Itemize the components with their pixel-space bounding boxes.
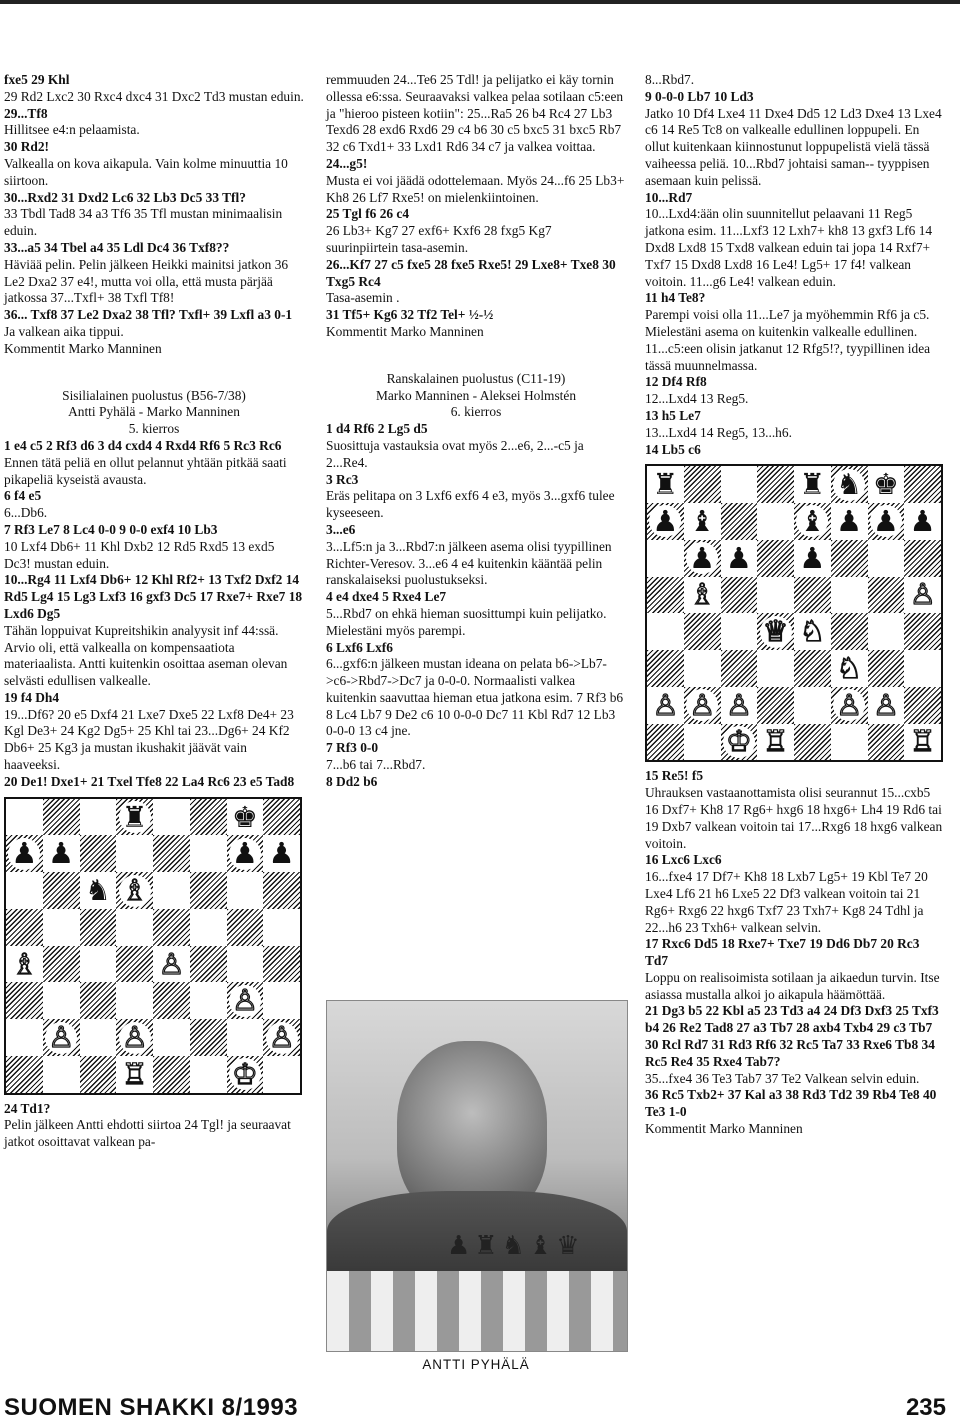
- board-square: [190, 872, 227, 909]
- board-square: [904, 540, 941, 577]
- board-square: [794, 540, 831, 577]
- board-square: [868, 540, 905, 577]
- chess-piece-icon: ♖: [121, 1056, 148, 1091]
- board-square: [831, 540, 868, 577]
- board-square: [794, 724, 831, 761]
- board-square: [153, 1056, 190, 1093]
- move-line: 1 e4 c5 2 Rf3 d6 3 d4 cxd4 4 Rxd4 Rf6 5 Rc3 Rc6: [4, 437, 282, 453]
- commentary-text: 7...b6 tai 7...Rbd7.: [326, 757, 426, 773]
- chess-piece-icon: ♙: [119, 1022, 151, 1054]
- board-square: [904, 724, 941, 761]
- board-square: [794, 577, 831, 614]
- board-square: [80, 946, 117, 983]
- board-square: [647, 577, 684, 614]
- chess-piece-icon: ♙: [266, 1022, 298, 1054]
- board-square: [647, 540, 684, 577]
- spacer: [4, 358, 304, 388]
- board-square: [263, 1056, 300, 1093]
- board-square: [227, 982, 264, 1019]
- chess-piece-icon: ♙: [833, 689, 865, 721]
- board-square: [6, 982, 43, 1019]
- board-square: [721, 577, 758, 614]
- chess-piece-icon: ♙: [158, 946, 185, 981]
- board-square: [6, 1056, 43, 1093]
- chess-piece-icon: ♙: [872, 687, 899, 722]
- commentary-text: 12...Lxd4 13 Reg5.: [645, 391, 749, 407]
- board-square: [757, 613, 794, 650]
- chess-diagram: [645, 464, 943, 762]
- move-line: 11 h4 Te8?: [645, 290, 706, 306]
- board-square: [831, 687, 868, 724]
- board-square: [153, 1019, 190, 1056]
- move-line: 16 Lxc6 Lxc6: [645, 852, 722, 868]
- move-line: 36 Rc5 Txb2+ 37 Kal a3 38 Rd3 Td2 39 Rb4 Te8 40 Te3 1-0: [645, 1087, 937, 1120]
- commentary-text: 8...Rbd7.: [645, 72, 695, 87]
- board-square: [868, 503, 905, 540]
- commentary-text: Eräs pelitapa on 3 Lxf6 exf6 4 e3, myös 3...gxf6 tulee kyseeseen.: [326, 488, 615, 521]
- board-square: [831, 577, 868, 614]
- board-square: [647, 650, 684, 687]
- chess-piece-icon: ♟: [870, 505, 902, 537]
- move-line: 25 Tgl f6 26 c4: [326, 206, 410, 222]
- board-square: [190, 982, 227, 1019]
- board-square: [794, 613, 831, 650]
- move-line: 30 Rd2!: [4, 139, 50, 155]
- chess-piece-icon: ♟: [268, 836, 295, 871]
- board-square: [43, 835, 80, 872]
- board-square: [721, 650, 758, 687]
- commentary-text: 10...Lxd4:ään olin suunnitellut pelaavani 11 Reg5 jatkona esim. 11...Lxf3 12 Lxh7+ kh8 13 gxf3 Lf6 14 Dxd8 Lxd8 15 Txd8 valkean eduin tai jopa 14 Rxf7+ Txf7 15 Dxd8 Lxd8 16 Le4! Lg5+ 17 f4! valkean voitoin. 11...g6 Le4! valkean eduin.: [645, 206, 933, 289]
- chess-piece-icon: ♟: [909, 503, 936, 538]
- move-line: 30...Rxd2 31 Dxd2 Lc6 32 Lb3 Dc5 33 Tfl?: [4, 189, 246, 205]
- commentary-text: 5...Rbd7 on ehkä hieman suosittumpi kuin pelijatko. Mielestäni myös parempi.: [326, 605, 607, 638]
- column-left: [4, 72, 304, 1151]
- commentary-text: Ja valkean aika tippui.: [4, 323, 124, 339]
- board-square: [794, 466, 831, 503]
- board-square: [43, 946, 80, 983]
- move-line: 14 Lb5 c6: [645, 441, 701, 457]
- chess-piece-icon: ♟: [836, 503, 863, 538]
- commentary-text: 5. kierros: [128, 421, 180, 437]
- board-square: [80, 835, 117, 872]
- commentary-text: Ranskalainen puolustus (C11-19): [386, 370, 566, 386]
- board-square: [684, 577, 721, 614]
- commentary-text: Uhrauksen vastaanottamista olisi seurannut 15...cxb5 16 Dxf7+ Kh8 17 Rg6+ hxg6 18 hxg6+ Lh4 19 Rd6 tai 19 Dxb7 valkean voitoin tai 17...Rxg6 18 hxg6 valkean voitoin.: [645, 785, 943, 851]
- chess-piece-icon: ♞: [833, 469, 865, 501]
- move-line: 31 Tf5+ Kg6 32 Tf2 Tel+ ½-½: [326, 307, 494, 323]
- photo-chessboard: [327, 1271, 627, 1351]
- commentary-text: 6...gxf6:n jälkeen mustan ideana on pelata b6->Lb7->c6->Rbd7->Dc7 ja 0-0-0. Normaalisti valkea kuitenkin saavuttaa hieman etua jatkona esim. 7 Rf3 b6 8 Lc4 Lb7 9 De2 c6 10 0-0-0 Dc7 11 Kbl Rd7 12 Lb3 0-0-0 13 c4 jne.: [326, 656, 624, 739]
- commentary-text: 6...Db6.: [4, 505, 48, 521]
- board-square: [904, 687, 941, 724]
- board-square: [80, 1056, 117, 1093]
- board-square: [116, 799, 153, 836]
- commentary-text: 10 Lxf4 Db6+ 11 Khl Dxb2 12 Rd5 Rxd5 13 exd5 Dc3! mustan eduin.: [4, 538, 275, 571]
- photo-caption: ANTTI PYHÄLÄ: [422, 1357, 530, 1372]
- board-square: [190, 946, 227, 983]
- move-line: 24 Td1?: [4, 1100, 51, 1116]
- commentary-text: Marko Manninen - Aleksei Holmstén: [375, 387, 577, 403]
- commentary-text: Parempi voisi olla 11...Le7 ja myöhemmin Rf6 ja c5. Mielestäni asema on kuitenkin valkealle edullinen. 11...c5:een olisin jatkanut 12 Rfg5!?, tyypillinen idea tässä muunnelmassa.: [645, 307, 931, 373]
- board-square: [831, 503, 868, 540]
- chess-piece-icon: ♖: [762, 724, 789, 759]
- chess-piece-icon: ♙: [909, 577, 936, 612]
- board-square: [116, 835, 153, 872]
- commentary-text: Tasa-asemin .: [326, 290, 400, 306]
- move-line: 3...e6: [326, 521, 356, 537]
- commentary-text: Kommentit Marko Manninen: [4, 340, 162, 356]
- board-square: [80, 799, 117, 836]
- chess-piece-icon: ♙: [725, 687, 752, 722]
- chess-piece-icon: ♖: [909, 724, 936, 759]
- board-square: [721, 687, 758, 724]
- chess-piece-icon: ♙: [45, 1022, 77, 1054]
- board-square: [757, 503, 794, 540]
- board-square: [80, 1019, 117, 1056]
- board-square: [116, 1019, 153, 1056]
- move-line: 10...Rg4 11 Lxf4 Db6+ 12 Khl Rf2+ 13 Txf2 Dxf2 14 Rd5 Lg4 15 Lg3 Lxf3 16 gxf3 Dc5 17 Rxe7+ Rxe7 18 Lxd6 Dg5: [4, 572, 303, 621]
- board-square: [227, 872, 264, 909]
- chess-piece-icon: ♟: [686, 542, 718, 574]
- board-square: [904, 650, 941, 687]
- commentary-text: 26 Lb3+ Kg7 27 exf6+ Kxf6 28 fxg5 Kg7 suurinpiirtein tasa-asemin.: [326, 223, 552, 255]
- board-square: [721, 613, 758, 650]
- board-square: [904, 503, 941, 540]
- board-square: [647, 503, 684, 540]
- chess-piece-icon: ♙: [652, 687, 679, 722]
- chess-piece-icon: ♟: [725, 540, 752, 575]
- board-square: [757, 650, 794, 687]
- commentary-text: 6. kierros: [450, 404, 502, 420]
- commentary-text: 19...Df6? 20 e5 Dxf4 21 Lxe7 Dxe5 22 Lxf8 De4+ 23 Kgl De3+ 24 Kg2 Dg5+ 25 Khl tai 23...Dg6+ 24 Kf2 Db6+ 25 Kg3 ja mustan ikushakit jäävät vain haaveeksi.: [4, 706, 294, 773]
- commentary-text: Ennen tätä peliä en ollut pelannut yhtään pitkää saati pikapeliä kyseistä avausta.: [4, 454, 287, 487]
- chess-piece-icon: ♗: [689, 577, 716, 612]
- chess-piece-icon: ♟: [8, 838, 40, 870]
- player-photo: [326, 1000, 628, 1352]
- board-square: [868, 613, 905, 650]
- board-square: [153, 872, 190, 909]
- board-square: [227, 909, 264, 946]
- chess-piece-icon: ♟: [48, 836, 75, 871]
- board-square: [190, 1056, 227, 1093]
- board-square: [721, 724, 758, 761]
- board-square: [116, 909, 153, 946]
- commentary-text: 33 Tbdl Tad8 34 a3 Tf6 35 Tfl mustan minimaalisin eduin.: [4, 206, 283, 239]
- board-square: [116, 1056, 153, 1093]
- board-square: [263, 982, 300, 1019]
- chess-piece-icon: ♟: [649, 505, 681, 537]
- board-square: [153, 799, 190, 836]
- move-line: 7 Rf3 Le7 8 Lc4 0-0 9 0-0 exf4 10 Lb3: [4, 521, 218, 537]
- board-square: [6, 872, 43, 909]
- board-square: [757, 577, 794, 614]
- board-square: [263, 872, 300, 909]
- board-square: [904, 613, 941, 650]
- move-line: 1 d4 Rf6 2 Lg5 d5: [326, 421, 428, 437]
- commentary-text: Musta ei voi jäädä odottelemaan. Myös 24...f6 25 Lb3+ Kh8 26 Lf7 Rxe5! on mielenkiintoinen.: [326, 172, 625, 205]
- board-square: [684, 503, 721, 540]
- board-square: [831, 466, 868, 503]
- board-square: [684, 613, 721, 650]
- commentary-text: 13...Lxd4 14 Reg5, 13...h6.: [645, 424, 792, 440]
- commentary-text: 3...Lf5:n ja 3...Rbd7:n jälkeen asema olisi tyypillinen Richter-Veresov. 3...e6 4 e4 kuitenkin kääntää pelin ranskalaiseksi puolustukseksi.: [326, 538, 612, 588]
- board-square: [647, 687, 684, 724]
- board-square: [116, 982, 153, 1019]
- move-line: 24...g5!: [326, 155, 368, 171]
- commentary-text: Antti Pyhälä - Marko Manninen: [68, 404, 240, 420]
- magazine-footer: SUOMEN SHAKKI 8/1993: [4, 1394, 299, 1421]
- commentary-text: 16...fxe4 17 Df7+ Kh8 18 Lxb7 Lg5+ 19 Kbl Te7 20 Lxe4 Lf6 21 h6 Lxe5 22 Df3 valkean voitoin tai 21 Rg6+ Rxg6 22 hxg6 Txf7 23 Txh7+ Kg8 24 Tdhl ja 22...h6 23 Txh6+ valkean selvin.: [645, 869, 928, 935]
- board-square: [721, 540, 758, 577]
- board-square: [263, 946, 300, 983]
- chess-piece-icon: ♜: [799, 467, 826, 502]
- move-line: 10...Rd7: [645, 189, 693, 205]
- commentary-text: Kommentit Marko Manninen: [645, 1121, 803, 1137]
- commentary-text: Häviää pelin. Pelin jälkeen Heikki mainitsi jatkon 36 Le2 Dxa2 37 e4!, mutta voi olla, että musta pärjää jatkossa 37...Txfl+ 38 Txfl Tf8!: [4, 256, 289, 306]
- chess-piece-icon: ♕: [760, 616, 792, 648]
- move-line: 15 Re5! f5: [645, 768, 704, 784]
- move-line: 29...Tf8: [4, 105, 48, 121]
- board-square: [757, 466, 794, 503]
- board-square: [80, 909, 117, 946]
- board-square: [190, 835, 227, 872]
- board-square: [190, 1019, 227, 1056]
- chess-piece-icon: ♜: [652, 467, 679, 502]
- move-line: 26...Kf7 27 c5 fxe5 28 fxe5 Rxe5! 29 Lxe8+ Txe8 30 Txg5 Rc4: [326, 256, 616, 289]
- board-square: [831, 650, 868, 687]
- board-square: [227, 835, 264, 872]
- board-square: [831, 724, 868, 761]
- board-square: [794, 687, 831, 724]
- board-square: [647, 466, 684, 503]
- commentary-text: Sisilialainen puolustus (B56-7/38): [62, 387, 246, 403]
- board-square: [868, 724, 905, 761]
- move-line: 19 f4 Dh4: [4, 689, 60, 705]
- board-square: [868, 650, 905, 687]
- board-square: [80, 872, 117, 909]
- chess-piece-icon: ♘: [799, 614, 826, 649]
- chess-piece-icon: ♚: [872, 467, 899, 502]
- commentary-text: Valkealla on kova aikapula. Vain kolme minuuttia 10 siirtoon.: [4, 155, 288, 188]
- chess-piece-icon: ♝: [796, 505, 828, 537]
- move-line: 7 Rf3 0-0: [326, 740, 379, 756]
- board-square: [153, 982, 190, 1019]
- board-square: [263, 909, 300, 946]
- chess-piece-icon: ♚: [231, 799, 258, 834]
- board-square: [43, 982, 80, 1019]
- board-square: [263, 799, 300, 836]
- board-square: [153, 946, 190, 983]
- board-square: [684, 687, 721, 724]
- move-line: 17 Rxc6 Dd5 18 Rxe7+ Txe7 19 Dd6 Db7 20 Rc3 Td7: [645, 936, 920, 969]
- board-square: [6, 909, 43, 946]
- board-square: [647, 613, 684, 650]
- board-square: [684, 650, 721, 687]
- move-line: 8 Dd2 b6: [326, 773, 378, 789]
- board-square: [227, 946, 264, 983]
- board-square: [153, 909, 190, 946]
- chess-piece-icon: ♗: [11, 946, 38, 981]
- board-square: [263, 835, 300, 872]
- move-line: 4 e4 dxe4 5 Rxe4 Le7: [326, 589, 447, 605]
- column-middle: [326, 72, 626, 791]
- board-square: [684, 724, 721, 761]
- board-square: [757, 540, 794, 577]
- board-square: [263, 1019, 300, 1056]
- board-square: [647, 724, 684, 761]
- board-square: [43, 1019, 80, 1056]
- chess-diagram: [4, 797, 302, 1095]
- commentary-text: remmuuden 24...Te6 25 Tdl! ja pelijatko ei käy tornin ollessa e6:ssa. Seuraavaksi valkea pelaa sotilaan c5:een ja "hieroo pisteen kotiin": 25...Ra5 26 b4 Rc4 27 Lb3 Texd6 28 exd6 Rxd6 29 c4 b6 30 c5 bxc5 31 bxc5 Rb7 32 c6 Txd1+ 33 Lxd1 Rd6 34 c7 ja valkea voittaa.: [326, 72, 624, 155]
- chess-piece-icon: ♔: [723, 726, 755, 758]
- chess-piece-icon: ♔: [229, 1058, 261, 1090]
- chess-piece-icon: ♙: [686, 689, 718, 721]
- move-line: fxe5 29 Khl: [4, 72, 70, 87]
- board-square: [227, 1056, 264, 1093]
- chess-piece-icon: ♟: [229, 838, 261, 870]
- board-square: [684, 466, 721, 503]
- move-line: 20 De1! Dxe1+ 21 Txel Tfe8 22 La4 Rc6 23 e5 Tad8: [4, 773, 295, 789]
- commentary-text: Suosittuja vastauksia ovat myös 2...e6, 2...-c5 ja 2...Re4.: [326, 437, 584, 470]
- chess-piece-icon: ♙: [229, 985, 261, 1017]
- move-line: 33...a5 34 Tbel a4 35 Ldl Dc4 36 Txf8??: [4, 239, 230, 255]
- board-square: [6, 946, 43, 983]
- board-square: [721, 503, 758, 540]
- board-square: [43, 909, 80, 946]
- move-line: 6 f4 e5: [4, 488, 42, 504]
- board-square: [868, 466, 905, 503]
- chess-piece-icon: ♗: [119, 875, 151, 907]
- chess-piece-icon: ♟: [799, 540, 826, 575]
- chess-piece-icon: ♘: [836, 650, 863, 685]
- commentary-text: Hillitsee e4:n pelaamista.: [4, 122, 140, 138]
- board-square: [757, 687, 794, 724]
- board-square: [831, 613, 868, 650]
- board-square: [80, 982, 117, 1019]
- column-right: [645, 72, 945, 1138]
- move-line: 12 Df4 Rf8: [645, 374, 707, 390]
- chess-piece-icon: ♝: [689, 503, 716, 538]
- photo-pieces: ♟♜♞♝♛: [447, 1231, 584, 1261]
- board-square: [684, 540, 721, 577]
- commentary-text: Jatko 10 Df4 Lxe4 11 Dxe4 Dd5 12 Ld3 Dxe4 13 Lxe4 c6 14 Re5 Tc8 on valkealle edullinen loppupeli. En ollut kuitenkaan kiinnostunut loppupelistä vielä tässä vaiheessa peliä. 10...Rbd7 johtaisi saman-- tyyppisen asemaan kuin pelissä.: [645, 105, 942, 188]
- move-line: 6 Lxf6 Lxf6: [326, 639, 393, 655]
- top-rule: [0, 0, 960, 4]
- commentary-text: Pelin jälkeen Antti ehdotti siirtoa 24 Tgl! ja seuraavat jatkot osoittavat valkean pa-: [4, 1117, 291, 1150]
- board-square: [868, 687, 905, 724]
- board-square: [190, 799, 227, 836]
- move-line: 21 Dg3 b5 22 Kbl a5 23 Td3 a4 24 Df3 Dxf3 25 Txf3 b4 26 Re2 Tad8 27 a3 Tb7 28 axb4 Txb4 29 c3 Tb7 30 Rcl Rd7 31 Rd3 Rf6 32 Rc5 Ta7 33 Rxe6 Tb8 34 Rc5 Re4 35 Rxe4 Tab7?: [645, 1003, 939, 1069]
- board-square: [6, 799, 43, 836]
- board-square: [227, 1019, 264, 1056]
- commentary-text: 29 Rd2 Lxc2 30 Rxc4 dxc4 31 Dxc2 Td3 mustan eduin.: [4, 88, 304, 104]
- board-square: [721, 466, 758, 503]
- board-square: [153, 835, 190, 872]
- commentary-text: Tähän loppuivat Kupreitshikin analyysit inf 44:ssä. Arvio oli, että valkealla on kompensaatiota materiaalista. Antti kuitenkin osoittaa aseman olevan selvästi edullisen valkealle.: [4, 622, 288, 689]
- chess-piece-icon: ♜: [119, 801, 151, 833]
- board-square: [116, 946, 153, 983]
- commentary-text: 35...fxe4 36 Te3 Tab7 37 Te2 Valkean selvin eduin.: [645, 1070, 920, 1086]
- chess-piece-icon: ♞: [84, 873, 111, 908]
- move-line: 13 h5 Le7: [645, 407, 701, 423]
- board-square: [43, 1056, 80, 1093]
- board-square: [868, 577, 905, 614]
- board-square: [904, 466, 941, 503]
- board-square: [794, 650, 831, 687]
- board-square: [6, 835, 43, 872]
- board-square: [43, 872, 80, 909]
- page-number: 235: [905, 1394, 946, 1421]
- board-square: [227, 799, 264, 836]
- board-square: [757, 724, 794, 761]
- move-line: 9 0-0-0 Lb7 10 Ld3: [645, 88, 754, 104]
- board-square: [116, 872, 153, 909]
- commentary-text: Kommentit Marko Manninen: [326, 323, 484, 339]
- board-square: [43, 799, 80, 836]
- move-line: 3 Rc3: [326, 471, 359, 487]
- board-square: [904, 577, 941, 614]
- spacer: [326, 341, 626, 371]
- board-square: [6, 1019, 43, 1056]
- commentary-text: Loppu on realisoimista sotilaan ja aikaedun turvin. Itse asiassa mustalla alkoi jo aikapula häämöttää.: [645, 969, 940, 1002]
- board-square: [794, 503, 831, 540]
- board-square: [190, 909, 227, 946]
- move-line: 36... Txf8 37 Le2 Dxa2 38 Tfl? Txfl+ 39 Lxfl a3 0-1: [4, 307, 293, 323]
